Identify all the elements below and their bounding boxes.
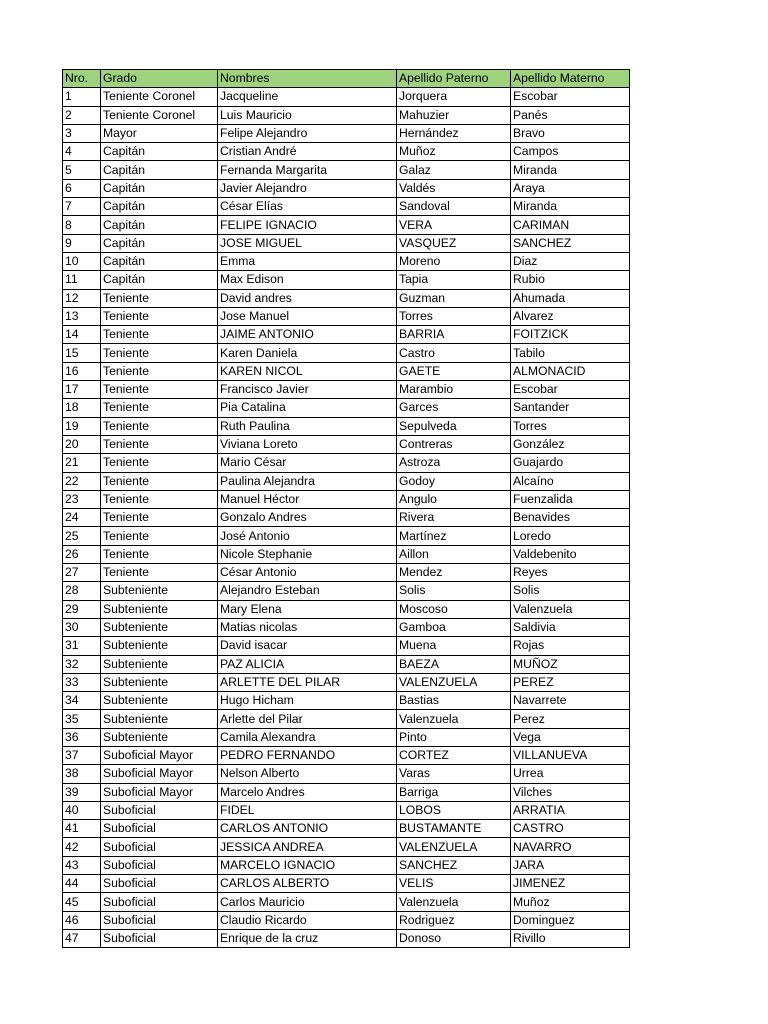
table-row	[63, 838, 630, 856]
table-row	[63, 692, 630, 710]
cell-grado: Capitán	[101, 252, 218, 270]
cell-nro: 34	[63, 692, 101, 710]
cell-apellido-paterno: Rodriguez	[397, 911, 511, 929]
cell-nombres: Javier Alejandro	[218, 179, 397, 197]
cell-grado: Suboficial	[101, 929, 218, 947]
cell-apellido-paterno: Astroza	[397, 454, 511, 472]
cell-nro: 8	[63, 216, 101, 234]
cell-apellido-paterno: Guzman	[397, 289, 511, 307]
cell-apellido-materno: MUÑOZ	[511, 655, 630, 673]
table-row	[63, 600, 630, 618]
cell-nro: 2	[63, 106, 101, 124]
cell-apellido-materno: ARRATIA	[511, 801, 630, 819]
cell-nro: 45	[63, 893, 101, 911]
table-row	[63, 106, 630, 124]
cell-nro: 36	[63, 728, 101, 746]
cell-nombres: Matias nicolas	[218, 618, 397, 636]
cell-apellido-materno: Tabilo	[511, 344, 630, 362]
cell-nombres: Nelson Alberto	[218, 765, 397, 783]
cell-apellido-materno: Escobar	[511, 88, 630, 106]
cell-nombres: Manuel Héctor	[218, 490, 397, 508]
table-row	[63, 234, 630, 252]
cell-apellido-materno: Alcaíno	[511, 472, 630, 490]
cell-grado: Suboficial	[101, 801, 218, 819]
cell-grado: Subteniente	[101, 692, 218, 710]
cell-apellido-paterno: Jorquera	[397, 88, 511, 106]
table-row	[63, 783, 630, 801]
cell-grado: Teniente Coronel	[101, 106, 218, 124]
cell-nombres: PEDRO FERNANDO	[218, 746, 397, 764]
cell-grado: Subteniente	[101, 710, 218, 728]
cell-nro: 17	[63, 381, 101, 399]
cell-grado: Capitán	[101, 234, 218, 252]
cell-apellido-materno: Bravo	[511, 124, 630, 142]
cell-nombres: Mary Elena	[218, 600, 397, 618]
cell-nro: 39	[63, 783, 101, 801]
table-row	[63, 271, 630, 289]
cell-nombres: David andres	[218, 289, 397, 307]
cell-apellido-materno: VILLANUEVA	[511, 746, 630, 764]
cell-apellido-paterno: Bastias	[397, 692, 511, 710]
cell-nombres: Enrique de la cruz	[218, 929, 397, 947]
cell-nombres: Claudio Ricardo	[218, 911, 397, 929]
cell-grado: Capitán	[101, 179, 218, 197]
cell-grado: Teniente	[101, 381, 218, 399]
table-row	[63, 875, 630, 893]
cell-grado: Suboficial	[101, 893, 218, 911]
cell-nro: 15	[63, 344, 101, 362]
cell-nombres: Ruth Paulina	[218, 417, 397, 435]
cell-apellido-materno: Urrea	[511, 765, 630, 783]
cell-apellido-materno: Torres	[511, 417, 630, 435]
cell-apellido-materno: González	[511, 435, 630, 453]
cell-apellido-paterno: Hernández	[397, 124, 511, 142]
cell-nro: 26	[63, 545, 101, 563]
cell-nro: 4	[63, 143, 101, 161]
cell-apellido-paterno: Aillon	[397, 545, 511, 563]
cell-nombres: CARLOS ALBERTO	[218, 875, 397, 893]
cell-apellido-paterno: Tapia	[397, 271, 511, 289]
header-cell-nombres: Nombres	[218, 70, 397, 88]
table-row	[63, 252, 630, 270]
cell-apellido-materno: Fuenzalida	[511, 490, 630, 508]
cell-grado: Teniente	[101, 344, 218, 362]
cell-nombres: CARLOS ANTONIO	[218, 820, 397, 838]
cell-apellido-materno: Perez	[511, 710, 630, 728]
cell-apellido-paterno: BARRIA	[397, 326, 511, 344]
cell-nombres: PAZ ALICIA	[218, 655, 397, 673]
cell-apellido-paterno: Marambio	[397, 381, 511, 399]
cell-apellido-paterno: VERA	[397, 216, 511, 234]
table-row	[63, 801, 630, 819]
cell-apellido-materno: Miranda	[511, 198, 630, 216]
table-row	[63, 820, 630, 838]
cell-apellido-materno: Ahumada	[511, 289, 630, 307]
cell-nro: 46	[63, 911, 101, 929]
cell-grado: Teniente	[101, 454, 218, 472]
cell-grado: Subteniente	[101, 618, 218, 636]
cell-nro: 47	[63, 929, 101, 947]
cell-apellido-paterno: VASQUEZ	[397, 234, 511, 252]
cell-apellido-materno: Dominguez	[511, 911, 630, 929]
cell-nro: 24	[63, 509, 101, 527]
cell-grado: Suboficial Mayor	[101, 783, 218, 801]
cell-apellido-materno: Benavides	[511, 509, 630, 527]
cell-nro: 28	[63, 582, 101, 600]
cell-apellido-paterno: VELIS	[397, 875, 511, 893]
cell-nro: 20	[63, 435, 101, 453]
table-row	[63, 198, 630, 216]
cell-grado: Teniente	[101, 326, 218, 344]
cell-grado: Mayor	[101, 124, 218, 142]
cell-apellido-materno: Rojas	[511, 637, 630, 655]
cell-nro: 21	[63, 454, 101, 472]
cell-nro: 29	[63, 600, 101, 618]
cell-nro: 37	[63, 746, 101, 764]
cell-apellido-materno: JIMENEZ	[511, 875, 630, 893]
cell-nombres: Jacqueline	[218, 88, 397, 106]
cell-apellido-paterno: BAEZA	[397, 655, 511, 673]
cell-apellido-paterno: Barriga	[397, 783, 511, 801]
cell-nro: 33	[63, 673, 101, 691]
cell-grado: Subteniente	[101, 655, 218, 673]
table-row	[63, 435, 630, 453]
cell-apellido-materno: Reyes	[511, 564, 630, 582]
cell-nro: 44	[63, 875, 101, 893]
cell-nombres: MARCELO IGNACIO	[218, 856, 397, 874]
table-row	[63, 893, 630, 911]
cell-nro: 31	[63, 637, 101, 655]
cell-apellido-paterno: Solis	[397, 582, 511, 600]
cell-nombres: Gonzalo Andres	[218, 509, 397, 527]
cell-apellido-materno: Diaz	[511, 252, 630, 270]
cell-apellido-materno: SANCHEZ	[511, 234, 630, 252]
cell-nro: 6	[63, 179, 101, 197]
cell-nombres: Jose Manuel	[218, 307, 397, 325]
cell-apellido-materno: Rivillo	[511, 929, 630, 947]
table-row	[63, 746, 630, 764]
cell-apellido-materno: Guajardo	[511, 454, 630, 472]
cell-apellido-paterno: Garces	[397, 399, 511, 417]
cell-apellido-materno: Escobar	[511, 381, 630, 399]
cell-apellido-paterno: Valdés	[397, 179, 511, 197]
cell-apellido-materno: PEREZ	[511, 673, 630, 691]
table-row	[63, 179, 630, 197]
cell-nombres: Mario César	[218, 454, 397, 472]
cell-nro: 19	[63, 417, 101, 435]
cell-grado: Suboficial	[101, 911, 218, 929]
cell-grado: Suboficial Mayor	[101, 746, 218, 764]
table-row	[63, 655, 630, 673]
table-row	[63, 454, 630, 472]
cell-apellido-materno: NAVARRO	[511, 838, 630, 856]
table-row	[63, 509, 630, 527]
cell-grado: Teniente	[101, 490, 218, 508]
table-row	[63, 417, 630, 435]
cell-apellido-paterno: Muñoz	[397, 143, 511, 161]
cell-nombres: Nicole Stephanie	[218, 545, 397, 563]
cell-apellido-paterno: CORTEZ	[397, 746, 511, 764]
cell-apellido-paterno: Sandoval	[397, 198, 511, 216]
table-row	[63, 637, 630, 655]
cell-nro: 14	[63, 326, 101, 344]
cell-nombres: Cristian André	[218, 143, 397, 161]
cell-nro: 12	[63, 289, 101, 307]
cell-grado: Subteniente	[101, 582, 218, 600]
table-row	[63, 307, 630, 325]
cell-apellido-paterno: Godoy	[397, 472, 511, 490]
cell-apellido-paterno: GAETE	[397, 362, 511, 380]
table-row	[63, 618, 630, 636]
cell-nro: 22	[63, 472, 101, 490]
cell-apellido-materno: Araya	[511, 179, 630, 197]
cell-nro: 27	[63, 564, 101, 582]
cell-nombres: José Antonio	[218, 527, 397, 545]
cell-grado: Capitán	[101, 216, 218, 234]
cell-apellido-paterno: SANCHEZ	[397, 856, 511, 874]
cell-grado: Capitán	[101, 198, 218, 216]
cell-grado: Teniente	[101, 399, 218, 417]
cell-apellido-materno: Santander	[511, 399, 630, 417]
cell-nombres: Luis Mauricio	[218, 106, 397, 124]
header-cell-grado: Grado	[101, 70, 218, 88]
cell-grado: Teniente	[101, 307, 218, 325]
cell-apellido-materno: Loredo	[511, 527, 630, 545]
cell-nro: 35	[63, 710, 101, 728]
cell-grado: Teniente	[101, 527, 218, 545]
cell-nro: 42	[63, 838, 101, 856]
cell-apellido-materno: JARA	[511, 856, 630, 874]
cell-apellido-paterno: Mendez	[397, 564, 511, 582]
cell-nro: 13	[63, 307, 101, 325]
cell-nombres: Emma	[218, 252, 397, 270]
cell-apellido-paterno: BUSTAMANTE	[397, 820, 511, 838]
cell-grado: Teniente	[101, 289, 218, 307]
cell-grado: Subteniente	[101, 728, 218, 746]
cell-nombres: Karen Daniela	[218, 344, 397, 362]
cell-apellido-paterno: Galaz	[397, 161, 511, 179]
header-cell-apellido-materno: Apellido Materno	[511, 70, 630, 88]
cell-nro: 41	[63, 820, 101, 838]
table-row	[63, 344, 630, 362]
table-row	[63, 490, 630, 508]
cell-apellido-paterno: VALENZUELA	[397, 838, 511, 856]
table-row	[63, 929, 630, 947]
cell-apellido-materno: Panés	[511, 106, 630, 124]
cell-nombres: Max Edison	[218, 271, 397, 289]
cell-nombres: Arlette del Pilar	[218, 710, 397, 728]
personnel-table	[62, 69, 630, 948]
cell-grado: Suboficial	[101, 856, 218, 874]
cell-grado: Suboficial Mayor	[101, 765, 218, 783]
cell-apellido-materno: Muñoz	[511, 893, 630, 911]
cell-nro: 25	[63, 527, 101, 545]
cell-apellido-paterno: Torres	[397, 307, 511, 325]
cell-grado: Suboficial	[101, 820, 218, 838]
cell-nro: 7	[63, 198, 101, 216]
cell-apellido-materno: Rubio	[511, 271, 630, 289]
cell-grado: Teniente	[101, 564, 218, 582]
cell-apellido-paterno: Donoso	[397, 929, 511, 947]
cell-grado: Teniente	[101, 362, 218, 380]
cell-apellido-materno: Campos	[511, 143, 630, 161]
header-cell-nro: Nro.	[63, 70, 101, 88]
cell-grado: Suboficial	[101, 875, 218, 893]
cell-apellido-paterno: Martínez	[397, 527, 511, 545]
cell-grado: Subteniente	[101, 673, 218, 691]
cell-grado: Teniente	[101, 435, 218, 453]
table-row	[63, 564, 630, 582]
cell-apellido-paterno: Pinto	[397, 728, 511, 746]
table-row	[63, 472, 630, 490]
table-row	[63, 124, 630, 142]
cell-nro: 16	[63, 362, 101, 380]
table-row	[63, 911, 630, 929]
cell-apellido-paterno: Mahuzier	[397, 106, 511, 124]
cell-apellido-materno: CASTRO	[511, 820, 630, 838]
table-row	[63, 161, 630, 179]
cell-nombres: FIDEL	[218, 801, 397, 819]
cell-grado: Teniente Coronel	[101, 88, 218, 106]
cell-grado: Teniente	[101, 545, 218, 563]
table-row	[63, 399, 630, 417]
cell-nombres: Hugo Hicham	[218, 692, 397, 710]
cell-nombres: Viviana Loreto	[218, 435, 397, 453]
cell-nombres: JOSE MIGUEL	[218, 234, 397, 252]
cell-nro: 10	[63, 252, 101, 270]
cell-nombres: Alejandro Esteban	[218, 582, 397, 600]
cell-nombres: FELIPE IGNACIO	[218, 216, 397, 234]
cell-apellido-paterno: Muena	[397, 637, 511, 655]
table-row	[63, 856, 630, 874]
cell-apellido-materno: CARIMAN	[511, 216, 630, 234]
cell-nombres: David isacar	[218, 637, 397, 655]
cell-nombres: Felipe Alejandro	[218, 124, 397, 142]
cell-apellido-paterno: Contreras	[397, 435, 511, 453]
cell-nombres: Marcelo Andres	[218, 783, 397, 801]
cell-apellido-materno: Vega	[511, 728, 630, 746]
cell-nombres: JESSICA ANDREA	[218, 838, 397, 856]
table-row	[63, 381, 630, 399]
cell-nro: 18	[63, 399, 101, 417]
table-row	[63, 527, 630, 545]
cell-nombres: KAREN NICOL	[218, 362, 397, 380]
cell-apellido-materno: Valenzuela	[511, 600, 630, 618]
cell-nro: 11	[63, 271, 101, 289]
cell-apellido-paterno: Angulo	[397, 490, 511, 508]
cell-nombres: Camila Alexandra	[218, 728, 397, 746]
table-row	[63, 326, 630, 344]
cell-nombres: Francisco Javier	[218, 381, 397, 399]
cell-nro: 32	[63, 655, 101, 673]
cell-grado: Teniente	[101, 509, 218, 527]
cell-apellido-paterno: Sepulveda	[397, 417, 511, 435]
cell-apellido-paterno: LOBOS	[397, 801, 511, 819]
cell-grado: Subteniente	[101, 637, 218, 655]
cell-apellido-paterno: Valenzuela	[397, 710, 511, 728]
table-row	[63, 143, 630, 161]
table-row	[63, 216, 630, 234]
cell-apellido-paterno: Gamboa	[397, 618, 511, 636]
cell-apellido-materno: ALMONACID	[511, 362, 630, 380]
cell-grado: Capitán	[101, 143, 218, 161]
cell-nombres: Pia Catalina	[218, 399, 397, 417]
cell-nombres: César Antonio	[218, 564, 397, 582]
cell-grado: Teniente	[101, 417, 218, 435]
cell-grado: Capitán	[101, 161, 218, 179]
cell-apellido-paterno: Valenzuela	[397, 893, 511, 911]
cell-nombres: ARLETTE DEL PILAR	[218, 673, 397, 691]
table-row	[63, 765, 630, 783]
cell-apellido-paterno: VALENZUELA	[397, 673, 511, 691]
table-row	[63, 582, 630, 600]
cell-grado: Teniente	[101, 472, 218, 490]
cell-apellido-materno: Valdebenito	[511, 545, 630, 563]
cell-grado: Suboficial	[101, 838, 218, 856]
table-body	[63, 88, 630, 948]
cell-nombres: Paulina Alejandra	[218, 472, 397, 490]
table-row	[63, 710, 630, 728]
cell-apellido-paterno: Moscoso	[397, 600, 511, 618]
cell-nro: 40	[63, 801, 101, 819]
table-row	[63, 289, 630, 307]
cell-apellido-materno: Solis	[511, 582, 630, 600]
cell-apellido-paterno: Castro	[397, 344, 511, 362]
cell-apellido-materno: Miranda	[511, 161, 630, 179]
cell-apellido-materno: Vilches	[511, 783, 630, 801]
cell-grado: Subteniente	[101, 600, 218, 618]
cell-nro: 38	[63, 765, 101, 783]
cell-grado: Capitán	[101, 271, 218, 289]
table-row	[63, 88, 630, 106]
header-row	[63, 70, 630, 88]
cell-nombres: JAIME ANTONIO	[218, 326, 397, 344]
cell-nro: 9	[63, 234, 101, 252]
cell-apellido-paterno: Varas	[397, 765, 511, 783]
cell-nro: 1	[63, 88, 101, 106]
cell-nombres: Fernanda Margarita	[218, 161, 397, 179]
cell-nro: 23	[63, 490, 101, 508]
cell-nro: 3	[63, 124, 101, 142]
cell-nro: 43	[63, 856, 101, 874]
cell-apellido-materno: Navarrete	[511, 692, 630, 710]
table-row	[63, 673, 630, 691]
cell-apellido-paterno: Moreno	[397, 252, 511, 270]
table-row	[63, 362, 630, 380]
cell-apellido-paterno: Rivera	[397, 509, 511, 527]
cell-nombres: Carlos Mauricio	[218, 893, 397, 911]
cell-nro: 5	[63, 161, 101, 179]
cell-apellido-materno: Alvarez	[511, 307, 630, 325]
cell-nro: 30	[63, 618, 101, 636]
cell-apellido-materno: Saldivia	[511, 618, 630, 636]
table-row	[63, 728, 630, 746]
header-cell-apellido-paterno: Apellido Paterno	[397, 70, 511, 88]
cell-apellido-materno: FOITZICK	[511, 326, 630, 344]
table-row	[63, 545, 630, 563]
cell-nombres: César Elías	[218, 198, 397, 216]
